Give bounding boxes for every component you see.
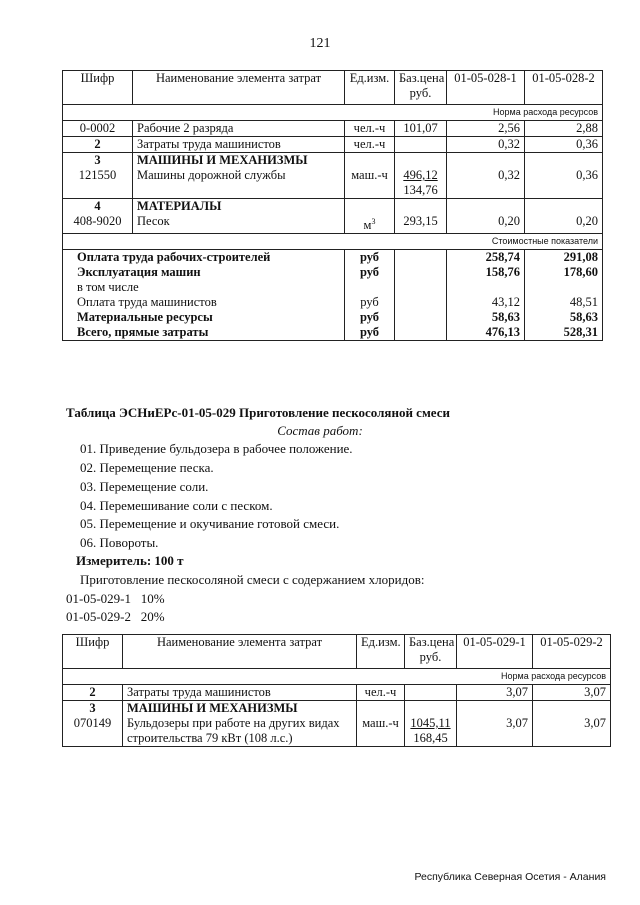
col-header-name: Наименование элемента затрат [123, 635, 357, 669]
cost-name: в том числе [63, 280, 345, 295]
work-item: 01. Приведение бульдозера в рабочее положение. [80, 441, 353, 456]
col-header-variant-2: 01-05-029-2 [533, 635, 611, 669]
machine-value-2: 3,07 [584, 716, 606, 730]
machine-price-total: 496,12 [403, 168, 438, 182]
cost-value-2: 178,60 [525, 265, 603, 280]
table-header-row [63, 71, 603, 105]
cost-value-2: 528,31 [525, 325, 603, 341]
machine-name-line-2: строительства 79 кВт (108 л.с.) [127, 731, 293, 745]
norm-caption-row [63, 669, 611, 685]
section-number: 3 [94, 153, 101, 167]
material-unit: $м^3$ [363, 217, 376, 233]
work-item: 02. Перемещение песка. [80, 460, 214, 475]
preparation-text: Приготовление пескосоляной смеси с содержанием хлоридов: [80, 572, 425, 587]
cost-unit: руб [345, 265, 395, 280]
resource-table-029 [62, 634, 611, 747]
page-number: 121 [309, 36, 331, 51]
cost-value-2: 48,51 [525, 295, 603, 310]
cost-name: Оплата труда машинистов [63, 295, 345, 310]
row-name: Рабочие 2 разряда [133, 121, 345, 137]
col-header-code: Шифр [63, 635, 123, 669]
cost-unit [345, 280, 395, 295]
col-header-name: Наименование элемента затрат [133, 71, 345, 105]
section-title: МАШИНЫ И МЕХАНИЗМЫ [137, 153, 308, 167]
cost-unit: руб [345, 295, 395, 310]
cost-row [63, 280, 603, 295]
row-code: 2 [63, 685, 123, 701]
col-header-variant-1: 01-05-028-1 [447, 71, 525, 105]
work-item: 04. Перемешивание соли с песком. [80, 498, 273, 513]
machines-price-cell [395, 153, 447, 199]
cost-row [63, 310, 603, 325]
material-code: 408-9020 [73, 214, 122, 228]
cost-row [63, 265, 603, 280]
cost-name: Эксплуатация машин [63, 265, 345, 280]
cost-name: Материальные ресурсы [63, 310, 345, 325]
cost-caption-row [63, 234, 603, 250]
cost-value-1: 476,13 [447, 325, 525, 341]
meter: Измеритель: 100 т [76, 553, 184, 568]
row-unit: чел.-ч [357, 685, 405, 701]
composition-heading: Состав работ: [277, 423, 363, 438]
row-code: 2 [63, 137, 133, 153]
machine-price-total: 1045,11 [410, 716, 451, 730]
work-item: 05. Перемещение и окучивание готовой смеси. [80, 516, 340, 531]
resource-table-028 [62, 70, 603, 341]
cost-name: Оплата труда рабочих-строителей [63, 250, 345, 266]
material-value-2: 0,20 [576, 214, 598, 228]
machine-code: 070149 [73, 716, 112, 730]
machine-unit: маш.-ч [351, 168, 388, 182]
materials-section-row [63, 199, 603, 234]
machine-price-wage: 168,45 [413, 731, 448, 745]
machine-price-wage: 134,76 [403, 183, 438, 197]
col-header-variant-1: 01-05-029-1 [457, 635, 533, 669]
cost-row [63, 295, 603, 310]
machine-name: Машины дорожной службы [137, 168, 286, 182]
row-value-2: 3,07 [533, 685, 611, 701]
cost-value-2 [525, 280, 603, 295]
row-code: 0-0002 [63, 121, 133, 137]
machine-value-1: 3,07 [506, 716, 528, 730]
table-header-row [63, 635, 611, 669]
cost-value-1: 258,74 [447, 250, 525, 266]
machine-code: 121550 [78, 168, 117, 182]
machine-value-1: 0,32 [498, 168, 520, 182]
table-row [63, 137, 603, 153]
section-title: Таблица ЭСНиЕРс-01-05-029 Приготовление пескосоляной смеси [66, 405, 450, 420]
row-price [395, 137, 447, 153]
work-item: 06. Повороты. [80, 535, 159, 550]
machine-name-line-1: Бульдозеры при работе на других видах [127, 716, 340, 730]
material-value-1: 0,20 [498, 214, 520, 228]
machines-section-row [63, 701, 611, 747]
table-row [63, 121, 603, 137]
footer-region: Республика Северная Осетия - Алания [414, 871, 606, 883]
cost-row [63, 250, 603, 266]
row-unit: чел.-ч [345, 137, 395, 153]
machines-unit-cell [345, 153, 395, 199]
norm-caption: Норма расхода ресурсов [63, 105, 603, 121]
cost-unit: руб [345, 250, 395, 266]
section-title: МАШИНЫ И МЕХАНИЗМЫ [127, 701, 298, 715]
machines-name-cell [133, 153, 345, 199]
col-header-variant-2: 01-05-028-2 [525, 71, 603, 105]
cost-value-1 [447, 280, 525, 295]
section-number: 3 [89, 701, 96, 715]
section-number: 4 [94, 199, 101, 213]
row-value-1: 2,56 [447, 121, 525, 137]
cost-value-1: 58,63 [447, 310, 525, 325]
row-value-1: 0,32 [447, 137, 525, 153]
variant-line: 01-05-029-1 10% [66, 591, 165, 606]
col-header-price: Баз.цена руб. [395, 71, 447, 105]
material-price: 293,15 [403, 214, 438, 228]
row-name: Затраты труда машинистов [133, 137, 345, 153]
machine-unit: маш.-ч [362, 716, 399, 730]
cost-row [63, 325, 603, 341]
row-value-1: 3,07 [457, 685, 533, 701]
cost-value-2: 58,63 [525, 310, 603, 325]
col-header-code: Шифр [63, 71, 133, 105]
work-item: 03. Перемещение соли. [80, 479, 209, 494]
row-name: Затраты труда машинистов [123, 685, 357, 701]
col-header-unit: Ед.изм. [357, 635, 405, 669]
table-row [63, 685, 611, 701]
material-name: Песок [137, 214, 170, 228]
cost-unit: руб [345, 310, 395, 325]
row-value-2: 0,36 [525, 137, 603, 153]
cost-name: Всего, прямые затраты [63, 325, 345, 341]
machines-section-row [63, 153, 603, 199]
cost-value-2: 291,08 [525, 250, 603, 266]
cost-caption: Стоимостные показатели [63, 234, 603, 250]
col-header-unit: Ед.изм. [345, 71, 395, 105]
cost-value-1: 43,12 [447, 295, 525, 310]
variant-line: 01-05-029-2 20% [66, 609, 165, 624]
row-price: 101,07 [395, 121, 447, 137]
cost-unit: руб [345, 325, 395, 341]
cost-value-1: 158,76 [447, 265, 525, 280]
norm-caption: Норма расхода ресурсов [63, 669, 611, 685]
norm-caption-row [63, 105, 603, 121]
section-title: МАТЕРИАЛЫ [137, 199, 222, 213]
machines-code-cell [63, 153, 133, 199]
row-unit: чел.-ч [345, 121, 395, 137]
row-value-2: 2,88 [525, 121, 603, 137]
machine-value-2: 0,36 [576, 168, 598, 182]
col-header-price: Баз.цена руб. [405, 635, 457, 669]
